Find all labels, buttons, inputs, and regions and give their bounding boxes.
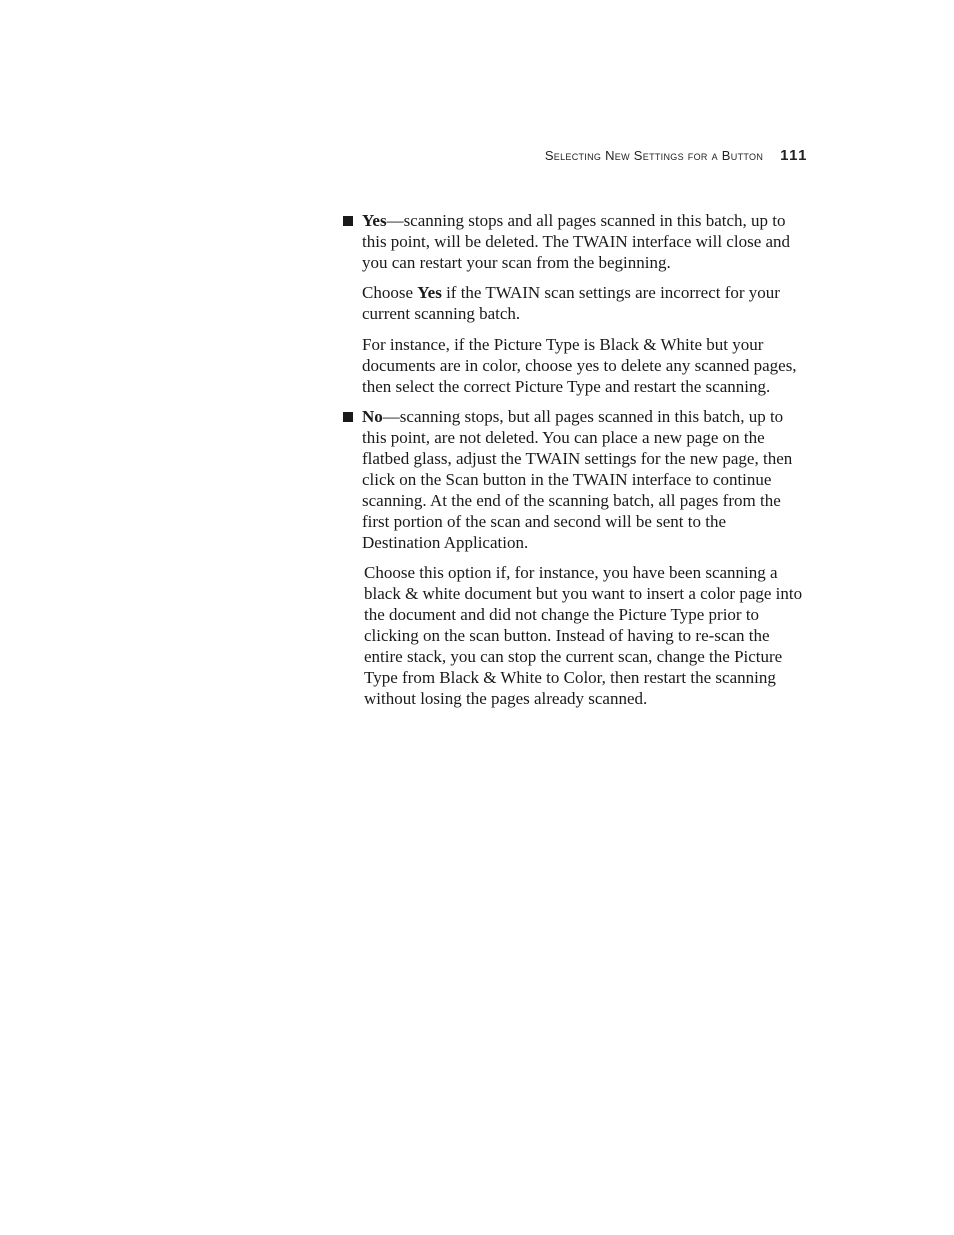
yes-paragraph-1-prefix: Choose [362,283,418,302]
page-number: 111 [780,147,808,164]
yes-paragraph-2: For instance, if the Picture Type is Black & White but your documents are in color, choose yes to delete any scanned pages, then select the correct Picture Type and restart the scanning. [362,335,797,396]
square-bullet-icon [343,216,353,226]
bullet-no-text: —scanning stops, but all pages scanned in this batch, up to this point, are not deleted. You can place a new page on the flatbed glass, adjust the TWAIN settings for the new page, then click on the Scan button in the TWAIN interface to continue scanning. At the end of the scanning batch, all pages from the first portion of the scan and second will be sent to the Destination Application. [362,407,793,552]
bullet-item-yes [362,210,808,273]
yes-paragraph-1 [362,282,808,324]
bullet-item-no [362,406,808,553]
page-content [362,210,808,719]
term-yes: Yes [362,211,387,230]
term-no: No [362,407,383,426]
yes-paragraph-1-suffix: if the TWAIN scan settings are incorrect for your current scanning batch. [362,283,780,323]
yes-paragraph-1-term: Yes [417,283,442,302]
square-bullet-icon [343,412,353,422]
page-header [545,147,808,164]
no-paragraph-1: Choose this option if, for instance, you have been scanning a black & white document but you want to insert a color page into the document and did not change the Picture Type prior to clicking on the scan button. Instead of having to re-scan the entire stack, you can stop the current scan, change the Picture Type from Black & White to Color, then restart the scanning without losing the pages already scanned. [364,563,803,708]
bullet-yes-text: —scanning stops and all pages scanned in this batch, up to this point, will be deleted. The TWAIN interface will close and you can restart your scan from the beginning. [362,211,791,272]
running-header-title: Selecting New Settings for a Button [544,148,764,163]
